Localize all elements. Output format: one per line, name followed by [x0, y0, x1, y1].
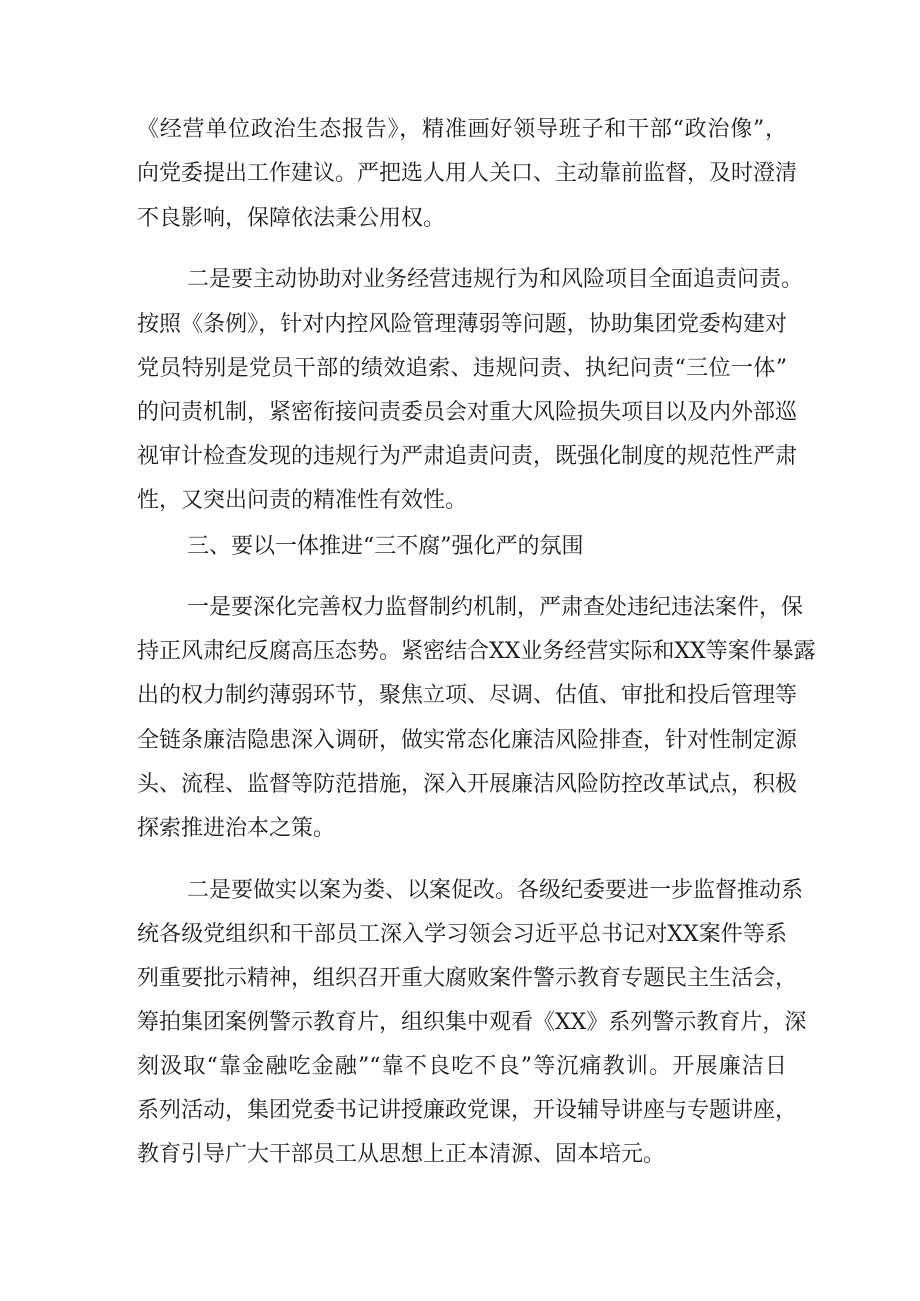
paragraph-line: 二是要做实以案为娄、以案促改。各级纪委要进一步监督推动系 [187, 878, 804, 903]
paragraph-line: 不良影响，保障依法秉公用权。 [137, 206, 446, 231]
paragraph-line: 探索推进治本之策。 [137, 816, 336, 841]
section-heading: 三、要以一体推进“三不腐”强化严的氛围 [187, 534, 584, 559]
paragraph-line: 统各级党组织和干部员工深入学习领会习近平总书记对XX案件等系 [137, 922, 787, 947]
paragraph-line: 列重要批示精神，组织召开重大腐败案件警示教育专题民主生活会， [137, 966, 798, 991]
paragraph-line: 刻汲取“靠金融吃金融”“靠不良吃不良”等沉痛教训。开展廉洁日 [137, 1054, 787, 1079]
paragraph-line: 出的权力制约薄弱环节，聚焦立项、尽调、估值、审批和投后管理等 [137, 683, 798, 708]
paragraph-line: 教育引导广大干部员工从思想上正本清源、固本培元。 [137, 1142, 666, 1167]
paragraph-line: 视审计检查发现的违规行为严肃追责问责，既强化制度的规范性严肃 [137, 444, 798, 469]
paragraph-line: 的问责机制，紧密衔接问责委员会对重大风险损失项目以及内外部巡 [137, 400, 798, 425]
paragraph-line: 党员特别是党员干部的绩效追索、违规问责、执纪问责“三位一体” [137, 356, 787, 381]
paragraph-line: 系列活动，集团党委书记讲授廉政党课，开设辅导讲座与专题讲座， [137, 1098, 798, 1123]
paragraph-line: 向党委提出工作建议。严把选人用人关口、主动靠前监督，及时澄清 [137, 161, 798, 186]
paragraph-line: 二是要主动协助对业务经营违规行为和风险项目全面追责问责。 [187, 267, 804, 292]
paragraph-line: 《经营单位政治生态报告》，精准画好领导班子和干部“政治像”， [137, 117, 787, 142]
paragraph-line: 头、流程、监督等防范措施，深入开展廉洁风险防控改革试点，积极 [137, 772, 798, 797]
paragraph-line: 性，又突出问责的精准性有效性。 [137, 488, 468, 513]
paragraph-line: 全链条廉洁隐患深入调研，做实常态化廉洁风险排查，针对性制定源 [137, 728, 798, 753]
paragraph-line: 持正风肃纪反腐高压态势。紧密结合XX业务经营实际和XX等案件暴露 [137, 639, 816, 664]
paragraph-line: 一是要深化完善权力监督制约机制，严肃查处违纪违法案件，保 [187, 595, 804, 620]
paragraph-line: 筹拍集团案例警示教育片，组织集中观看《XX》系列警示教育片，深 [137, 1010, 807, 1035]
paragraph-line: 按照《条例》，针对内控风险管理薄弱等问题，协助集团党委构建对 [137, 312, 787, 337]
